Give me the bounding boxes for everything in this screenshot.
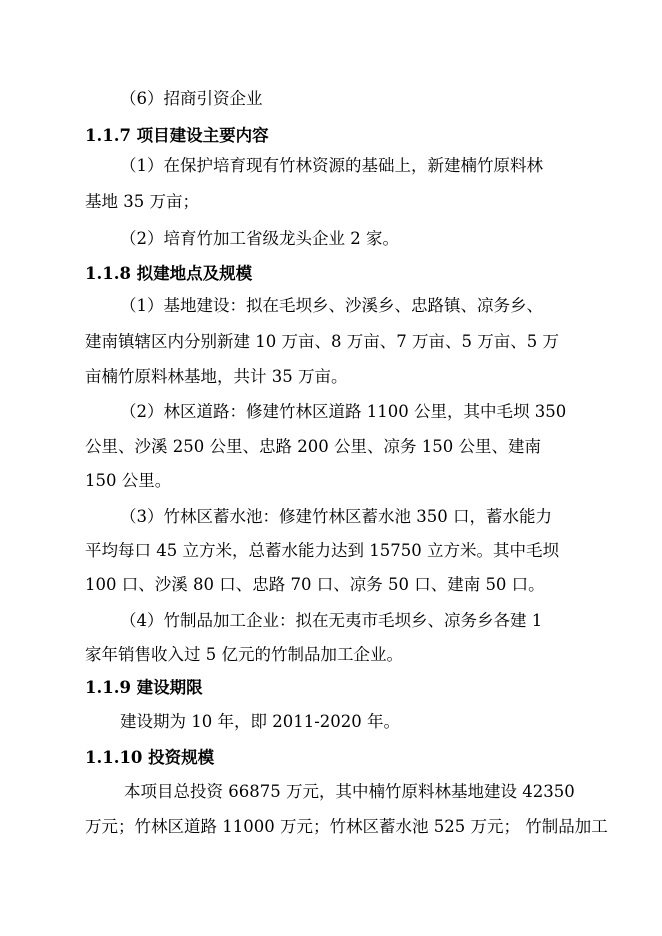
paragraph-line: 150 公里。 <box>85 471 172 490</box>
paragraph-line: （3）竹林区蓄水池：修建竹林区蓄水池 350 口，蓄水能力 <box>120 507 552 526</box>
paragraph-line: 基地 35 万亩； <box>85 192 199 211</box>
section-heading-1-1-9: 1.1.9 建设期限 <box>85 678 203 697</box>
section-heading-1-1-7: 1.1.7 项目建设主要内容 <box>85 126 269 145</box>
paragraph-line: （2）林区道路：修建竹林区道路 1100 公里，其中毛坝 350 <box>120 402 567 421</box>
list-item-attract-investment: （6）招商引资企业 <box>120 89 263 108</box>
paragraph-line: 平均每口 45 立方米，总蓄水能力达到 15750 立方米。其中毛坝 <box>85 541 559 560</box>
paragraph-line: 100 口、沙溪 80 口、忠路 70 口、凉务 50 口、建南 50 口。 <box>85 575 545 594</box>
paragraph-line: 建设期为 10 年，即 2011-2020 年。 <box>120 712 401 731</box>
paragraph-line: 公里、沙溪 250 公里、忠路 200 公里、凉务 150 公里、建南 <box>85 437 541 456</box>
paragraph-line: 建南镇辖区内分别新建 10 万亩、8 万亩、7 万亩、5 万亩、5 万 <box>85 332 559 351</box>
section-heading-1-1-10: 1.1.10 投资规模 <box>85 748 215 767</box>
paragraph-line: 万元；竹林区道路 11000 万元；竹林区蓄水池 525 万元； 竹制品加工 <box>85 817 608 836</box>
section-heading-1-1-8: 1.1.8 拟建地点及规模 <box>85 264 253 283</box>
paragraph-line: （4）竹制品加工企业：拟在无夷市毛坝乡、凉务乡各建 1 <box>120 611 543 630</box>
paragraph-line: 家年销售收入过 5 亿元的竹制品加工企业。 <box>85 645 403 664</box>
paragraph-line: （2）培育竹加工省级龙头企业 2 家。 <box>120 229 399 248</box>
paragraph-line: （1）基地建设：拟在毛坝乡、沙溪乡、忠路镇、凉务乡、 <box>120 296 543 315</box>
paragraph-line: 本项目总投资 66875 万元，其中楠竹原料林基地建设 42350 <box>124 782 575 801</box>
paragraph-line: （1）在保护培育现有竹林资源的基础上，新建楠竹原料林 <box>120 156 543 175</box>
paragraph-line: 亩楠竹原料林基地，共计 35 万亩。 <box>85 367 348 386</box>
